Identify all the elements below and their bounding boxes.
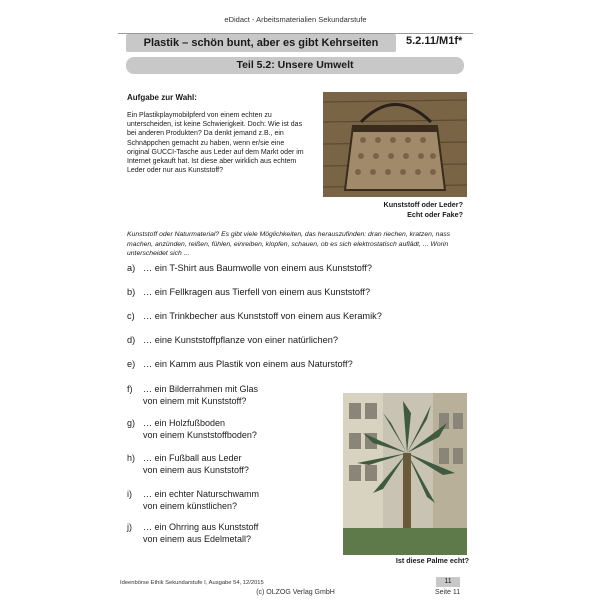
question-letter: f) [127,384,133,394]
question-e [127,358,353,370]
question-i [127,489,259,512]
question-text: … ein Fellkragen aus Tierfell von einem aus Kunststoff? [143,287,371,297]
question-h [127,453,249,476]
question-letter: d) [127,335,136,345]
intro-italic-text: Kunststoff oder Naturmaterial? Es gibt viele Möglichkeiten, das herauszufinden: dran riechen, kratzen, nass machen, anzünden, reißen, fühlen, einreiben, klopfen, schauen, ob es sich elektrostatisch auflädt, ... Worin unterscheidet sich ... [127,231,451,257]
question-text: … ein Kamm aus Plastik von einem aus Naturstoff? [143,359,353,369]
footer-page-box: 11 [436,577,460,587]
handbag-caption-line1: Kunststoff oder Leder? [383,200,463,209]
section-subtitle: Teil 5.2: Unsere Umwelt [126,57,464,74]
footer-page-number: Seite 11 [435,589,461,596]
question-letter: b) [127,287,136,297]
question-letter: h) [127,453,136,463]
question-text-line1: … ein echter Naturschwamm [143,489,260,499]
question-c [127,310,382,322]
footer-copyright: (c) OLZOG Verlag GmbH [256,589,335,596]
question-text-line1: … ein Ohrring aus Kunststoff [143,522,259,532]
question-letter: c) [127,311,135,321]
worksheet-page [117,13,474,596]
question-text-line1: … ein Fußball aus Leder [143,453,242,463]
question-b [127,286,370,298]
publisher-header: eDidact - Arbeitsmaterialien Sekundarstufe [224,15,367,24]
question-text-line1: … ein Bilderrahmen mit Glas [143,384,259,394]
worksheet-code: 5.2.11/M1f* [406,35,463,47]
question-text-line2: von einem aus Edelmetall? [143,533,252,544]
task-heading: Aufgabe zur Wahl: [127,93,197,102]
palm-photo [343,393,467,555]
handbag-caption [323,200,463,220]
worksheet-title: Plastik – schön bunt, aber es gibt Kehrseiten [126,34,396,52]
question-text-line1: … ein Holzfußboden [143,418,226,428]
palm-caption: Ist diese Palme echt? [395,556,469,565]
question-letter: j) [127,522,132,532]
question-letter: a) [127,263,136,273]
task-text: Ein Plastikplaymobilpferd von einem echten zu unterscheiden, ist keine Schwierigkeit. Doch: Wie ist das bei anderen Produkten? Da denkt jemand z.B., ein Schnäppchen gemacht zu haben, wenn er/sie eine original GUCCI-Tasche aus Leder auf dem Markt oder im Internet gekauft hat. Ist diese aber wirklich aus echtem Leder oder nur aus Kunststoff? [127,112,304,175]
footer-source: Ideenbörse Ethik Sekundarstufe I, Ausgabe 54, 12/2015 [120,580,264,586]
question-text: … eine Kunststoffpflanze von einer natürlichen? [143,335,338,345]
handbag-caption-line2: Echt oder Fake? [407,210,463,219]
question-a [127,262,372,274]
question-text: … ein Trinkbecher aus Kunststoff von einem aus Keramik? [143,311,382,321]
question-f [127,384,258,407]
question-text: … ein T-Shirt aus Baumwolle von einem aus Kunststoff? [143,263,372,273]
question-j [127,522,258,545]
question-letter: e) [127,359,136,369]
handbag-photo [323,92,467,197]
question-g [127,418,257,441]
question-letter: g) [127,418,136,428]
question-text-line2: von einem aus Kunststoff? [143,464,249,475]
question-text-line2: von einem mit Kunststoff? [143,395,247,406]
question-text-line2: von einem künstlichen? [143,500,238,511]
question-text-line2: von einem Kunststoffboden? [143,429,257,440]
question-letter: i) [127,489,132,499]
question-d [127,334,338,346]
